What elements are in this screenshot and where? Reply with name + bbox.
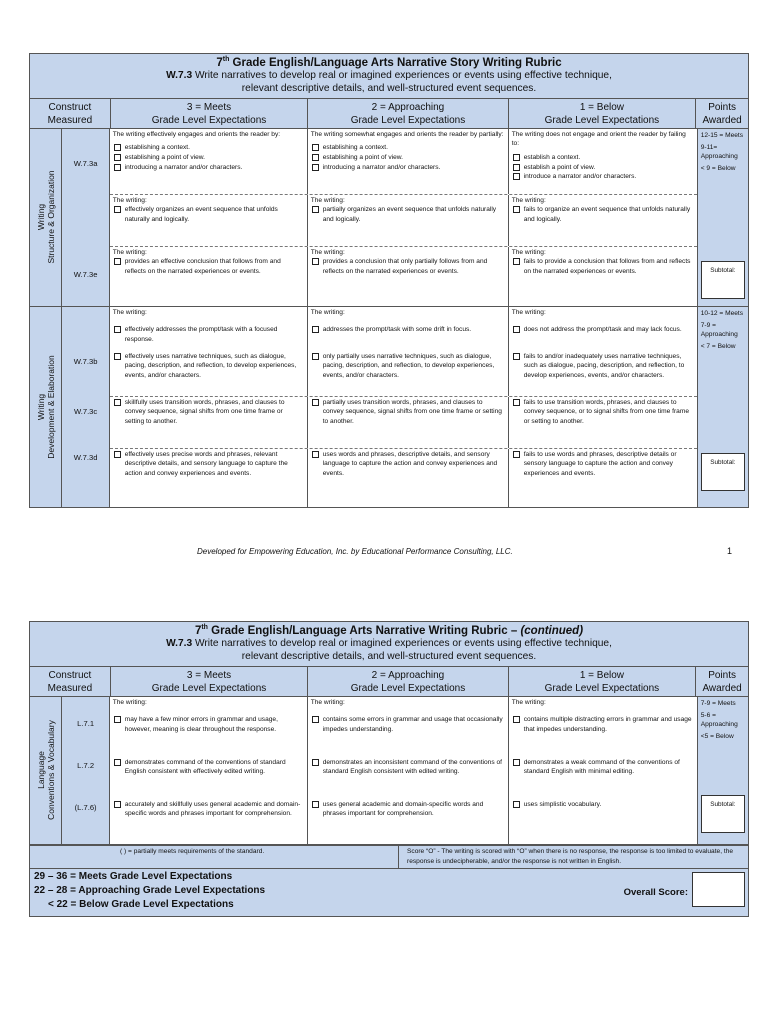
criterion-item: provides an effective conclusion that follows from and reflects on the narrated experiences or events. — [113, 257, 304, 276]
criterion-item: effectively organizes an event sequence that unfolds naturally and logically. — [113, 205, 304, 224]
criteria-row — [110, 757, 697, 799]
criteria-row — [110, 129, 697, 195]
points-meets: 10-12 = Meets — [700, 309, 744, 317]
criterion-item: fails to use words and phrases, descriptive details or sensory language to capture the action and convey experiences and events. — [512, 450, 694, 479]
checkbox[interactable] — [513, 206, 520, 213]
level-meets: 29 – 36 = Meets Grade Level Expectations — [34, 870, 233, 882]
below-cell — [509, 351, 697, 396]
criterion-item: fails to provide a conclusion that follows from and reflects on the narrated experiences or events. — [512, 257, 694, 276]
criterion-item: fails to organize an event sequence that unfolds naturally and logically. — [512, 205, 694, 224]
criterion-item: effectively uses precise words and phrases, relevant descriptive details, and sensory language to capture the action and convey experiences and events. — [113, 450, 304, 479]
criterion-item: may have a few minor errors in grammar and usage, however, meaning is clear throughout the response. — [113, 715, 304, 734]
checkbox[interactable] — [114, 759, 121, 766]
cell-heading: The writing does not engage and orient the reader by failing to: — [511, 130, 686, 148]
section-structure-organization — [30, 129, 748, 307]
checkbox[interactable] — [513, 451, 520, 458]
standards-column — [62, 129, 109, 306]
standard-label: (L.7.6) — [74, 802, 97, 812]
checkbox[interactable] — [312, 326, 319, 333]
subtotal-box[interactable]: Subtotal: — [701, 261, 745, 299]
rubric-header — [30, 622, 748, 667]
cell-heading: The writing: — [310, 698, 345, 706]
criterion-item: establish a context. — [512, 153, 694, 163]
checkbox[interactable] — [114, 154, 121, 161]
rubric-page-1 — [29, 53, 749, 508]
checkbox[interactable] — [114, 144, 121, 151]
criteria-row — [110, 247, 697, 306]
criteria-grid — [110, 307, 697, 507]
checkbox[interactable] — [312, 144, 319, 151]
standard-label: W.7.3a — [73, 158, 98, 168]
criterion-item: demonstrates command of the conventions of standard English consistent with effectively edited writing. — [113, 758, 304, 777]
criterion-item: fails to and/or inadequately uses narrative techniques, such as dialogue, pacing, description, and reflection, to develop experiences, events, and/or characters. — [512, 352, 694, 381]
checkbox[interactable] — [513, 164, 520, 171]
checkbox[interactable] — [312, 716, 319, 723]
checkbox[interactable] — [114, 206, 121, 213]
criterion-item: introducing a narrator and/or characters. — [113, 163, 304, 173]
criterion-item: introducing a narrator and/or characters. — [311, 163, 505, 173]
criterion-item: uses words and phrases, descriptive details, and sensory language to capture the action and convey experiences and events. — [311, 450, 505, 479]
cell-heading: The writing: — [310, 308, 345, 316]
checkbox[interactable] — [114, 164, 121, 171]
checkbox[interactable] — [114, 326, 121, 333]
below-cell — [509, 129, 697, 194]
criterion-item: does not address the prompt/task and may lack focus. — [512, 325, 694, 335]
criterion-item: uses general academic and domain-specific words and phrases important for comprehension. — [311, 800, 505, 819]
rubric-title: 7th Grade English/Language Arts Narrative Story Writing Rubric — [216, 56, 562, 69]
criterion-item: contains some errors in grammar and usage that occasionally impedes understanding. — [311, 715, 505, 734]
rubric-page-2 — [29, 621, 749, 917]
below-cell — [509, 397, 697, 448]
approaching-cell — [308, 195, 509, 246]
below-cell — [509, 697, 697, 757]
cell-heading: The writing: — [310, 248, 345, 256]
points-cell — [697, 697, 748, 844]
checkbox[interactable] — [312, 206, 319, 213]
meets-cell — [110, 397, 308, 448]
criteria-row — [110, 307, 697, 351]
meets-cell — [110, 195, 308, 246]
standard-label: W.7.3c — [73, 406, 98, 416]
meets-cell — [110, 449, 308, 507]
cell-heading: The writing: — [112, 196, 147, 204]
meets-cell — [110, 757, 308, 799]
meets-cell — [110, 129, 308, 194]
cell-heading: The writing: — [112, 308, 147, 316]
overall-score-box[interactable] — [692, 872, 745, 907]
checkbox[interactable] — [114, 716, 121, 723]
checkbox[interactable] — [513, 801, 520, 808]
points-approaching: 7-9 = Approaching — [700, 321, 738, 338]
score-levels — [30, 868, 748, 916]
criterion-item: demonstrates an inconsistent command of the conventions of standard English consistent with edited writing. — [311, 758, 505, 777]
criteria-grid — [110, 697, 697, 844]
checkbox[interactable] — [114, 801, 121, 808]
criterion-item: establishing a context. — [113, 143, 304, 153]
points-below: < 7 = Below — [700, 342, 736, 350]
standards-column — [62, 697, 109, 844]
criterion-item: addresses the prompt/task with some drift in focus. — [311, 325, 505, 335]
points-approaching: 9-11= Approaching — [700, 143, 738, 160]
notes-row — [30, 845, 748, 868]
checkbox[interactable] — [513, 173, 520, 180]
rubric-header — [30, 54, 748, 99]
col-approaching: 2 = Approaching Grade Level Expectations — [308, 99, 508, 128]
col-points: Points Awarded — [702, 101, 742, 126]
meets-cell — [110, 351, 308, 396]
cell-heading: The writing: — [511, 196, 546, 204]
level-approaching: 22 – 28 = Approaching Grade Level Expectations — [34, 884, 266, 896]
section-conventions-vocabulary — [30, 697, 748, 845]
overall-score-label: Overall Score: — [623, 886, 688, 898]
cell-heading: The writing: — [511, 698, 546, 706]
checkbox[interactable] — [513, 258, 520, 265]
meets-cell — [110, 307, 308, 351]
criterion-item: establishing a point of view. — [113, 153, 304, 163]
col-below: 1 = Below Grade Level Expectations — [509, 667, 696, 696]
footer-credit: Developed for Empowering Education, Inc. by Educational Performance Consulting, LLC. — [197, 547, 513, 556]
cell-heading: The writing: — [112, 698, 147, 706]
criterion-item: provides a conclusion that only partially follows from and reflects on the narrated experiences or events. — [311, 257, 505, 276]
criterion-item: skillfully uses transition words, phrases, and clauses to convey sequence, signal shifts from one time frame or setting to another. — [113, 398, 304, 427]
points-below: <5 = Below — [700, 732, 734, 740]
criteria-row — [110, 351, 697, 397]
checkbox[interactable] — [312, 759, 319, 766]
section-label: Writing Structure & Organization — [30, 129, 62, 306]
standard-label: L.7.1 — [77, 718, 95, 728]
cell-heading: The writing: — [310, 196, 345, 204]
cell-heading: The writing: — [511, 248, 546, 256]
checkbox[interactable] — [312, 399, 319, 406]
criterion-item: establish a point of view. — [512, 163, 694, 173]
criterion-item: fails to use transition words, phrases, and clauses to convey sequence, or to signal shifts from one time frame or setting to another. — [512, 398, 694, 427]
standard-label: W.7.3b — [73, 356, 98, 366]
standard-description: W.7.3 Write narratives to develop real or imagined experiences or events using effective technique, relevant descriptive details, and well-structured event sequences. — [166, 69, 612, 94]
column-headers — [30, 667, 748, 697]
criterion-item: partially organizes an event sequence that unfolds naturally and logically. — [311, 205, 505, 224]
criteria-row — [110, 697, 697, 757]
criteria-row — [110, 195, 697, 247]
criterion-item: contains multiple distracting errors in grammar and usage that impedes understanding. — [512, 715, 694, 734]
checkbox[interactable] — [312, 801, 319, 808]
score-o-note: Score “O” - The writing is scored with “O” when there is no response, the response is too limited to evaluate, the response is undecipherable, and/or the response is not written in English. — [407, 847, 734, 865]
col-below: 1 = Below Grade Level Expectations — [509, 99, 696, 128]
criterion-item: uses simplistic vocabulary. — [512, 800, 694, 810]
criterion-item: accurately and skillfully uses general academic and domain-specific words and phrases important for comprehension. — [113, 800, 304, 819]
approaching-cell — [308, 697, 509, 757]
criteria-row — [110, 449, 697, 507]
partial-note: ( ) = partially meets requirements of the standard. — [30, 846, 399, 868]
meets-cell — [110, 247, 308, 306]
meets-cell — [110, 799, 308, 844]
subtotal-box[interactable]: Subtotal: — [701, 795, 745, 833]
section-development-elaboration — [30, 307, 748, 507]
below-cell — [509, 449, 697, 507]
cell-heading: The writing effectively engages and orients the reader by: — [112, 130, 281, 138]
below-cell — [509, 247, 697, 306]
points-cell — [697, 307, 748, 507]
checkbox[interactable] — [513, 353, 520, 360]
points-below: < 9 = Below — [700, 164, 736, 172]
checkbox[interactable] — [114, 451, 121, 458]
criterion-item: establishing a point of view. — [311, 153, 505, 163]
page-number: 1 — [727, 546, 733, 556]
subtotal-box[interactable]: Subtotal: — [701, 453, 745, 491]
approaching-cell — [308, 799, 509, 844]
points-cell — [697, 129, 748, 306]
checkbox[interactable] — [312, 258, 319, 265]
criteria-row — [110, 397, 697, 449]
criterion-item: effectively addresses the prompt/task with a focused response. — [113, 325, 304, 344]
standard-label: W.7.3d — [73, 452, 98, 462]
col-meets: 3 = Meets Grade Level Expectations — [111, 99, 308, 128]
meets-cell — [110, 697, 308, 757]
below-cell — [509, 195, 697, 246]
criterion-item: partially uses transition words, phrases, and clauses to convey sequence, signal shifts from one time frame or setting to another. — [311, 398, 505, 427]
checkbox[interactable] — [513, 759, 520, 766]
below-cell — [509, 307, 697, 351]
col-approaching: 2 = Approaching Grade Level Expectations — [308, 667, 508, 696]
checkbox[interactable] — [312, 451, 319, 458]
criteria-row — [110, 799, 697, 844]
below-cell — [509, 799, 697, 844]
checkbox[interactable] — [312, 154, 319, 161]
checkbox[interactable] — [114, 258, 121, 265]
checkbox[interactable] — [114, 353, 121, 360]
criteria-grid — [110, 129, 697, 306]
col-points: Points Awarded — [702, 669, 742, 694]
points-meets: 7-9 = Meets — [700, 699, 736, 707]
rubric-title: 7th Grade English/Language Arts Narrative Writing Rubric – (continued) — [194, 624, 584, 637]
standard-label: W.7.3e — [73, 269, 98, 279]
checkbox[interactable] — [513, 326, 520, 333]
level-below: < 22 = Below Grade Level Expectations — [48, 898, 234, 910]
standard-label: L.7.2 — [77, 760, 95, 770]
section-label: Writing Development & Elaboration — [30, 307, 62, 507]
below-cell — [509, 757, 697, 799]
standard-description: W.7.3 Write narratives to develop real or imagined experiences or events using effective technique, relevant descriptive details, and well-structured event sequences. — [166, 637, 612, 662]
section-label: Language Conventions & Vocabulary — [30, 697, 62, 844]
cell-heading: The writing somewhat engages and orients the reader by partially: — [310, 130, 504, 138]
approaching-cell — [308, 757, 509, 799]
standards-column — [62, 307, 109, 507]
criterion-item: effectively uses narrative techniques, such as dialogue, pacing, description, and reflection, to develop experiences, events, and/or characters. — [113, 352, 304, 381]
col-meets: 3 = Meets Grade Level Expectations — [111, 667, 308, 696]
approaching-cell — [308, 397, 509, 448]
approaching-cell — [308, 307, 509, 351]
approaching-cell — [308, 351, 509, 396]
column-headers — [30, 99, 748, 129]
criterion-item: establishing a context. — [311, 143, 505, 153]
points-meets: 12-15 = Meets — [700, 131, 744, 139]
cell-heading: The writing: — [112, 248, 147, 256]
checkbox[interactable] — [312, 353, 319, 360]
col-construct: Construct Measured — [30, 99, 111, 128]
points-approaching: 5-6 = Approaching — [700, 711, 738, 728]
approaching-cell — [308, 247, 509, 306]
checkbox[interactable] — [513, 154, 520, 161]
criterion-item: demonstrates a weak command of the conventions of standard English with minimal editing. — [512, 758, 694, 777]
approaching-cell — [308, 449, 509, 507]
criterion-item: introduce a narrator and/or characters. — [512, 172, 694, 182]
checkbox[interactable] — [114, 399, 121, 406]
checkbox[interactable] — [312, 164, 319, 171]
criterion-item: only partially uses narrative techniques, such as dialogue, pacing, description, and reflection, to develop experiences, events, and/or characters. — [311, 352, 505, 381]
checkbox[interactable] — [513, 399, 520, 406]
col-construct: Construct Measured — [30, 667, 111, 696]
approaching-cell — [308, 129, 509, 194]
cell-heading: The writing: — [511, 308, 546, 316]
checkbox[interactable] — [513, 716, 520, 723]
